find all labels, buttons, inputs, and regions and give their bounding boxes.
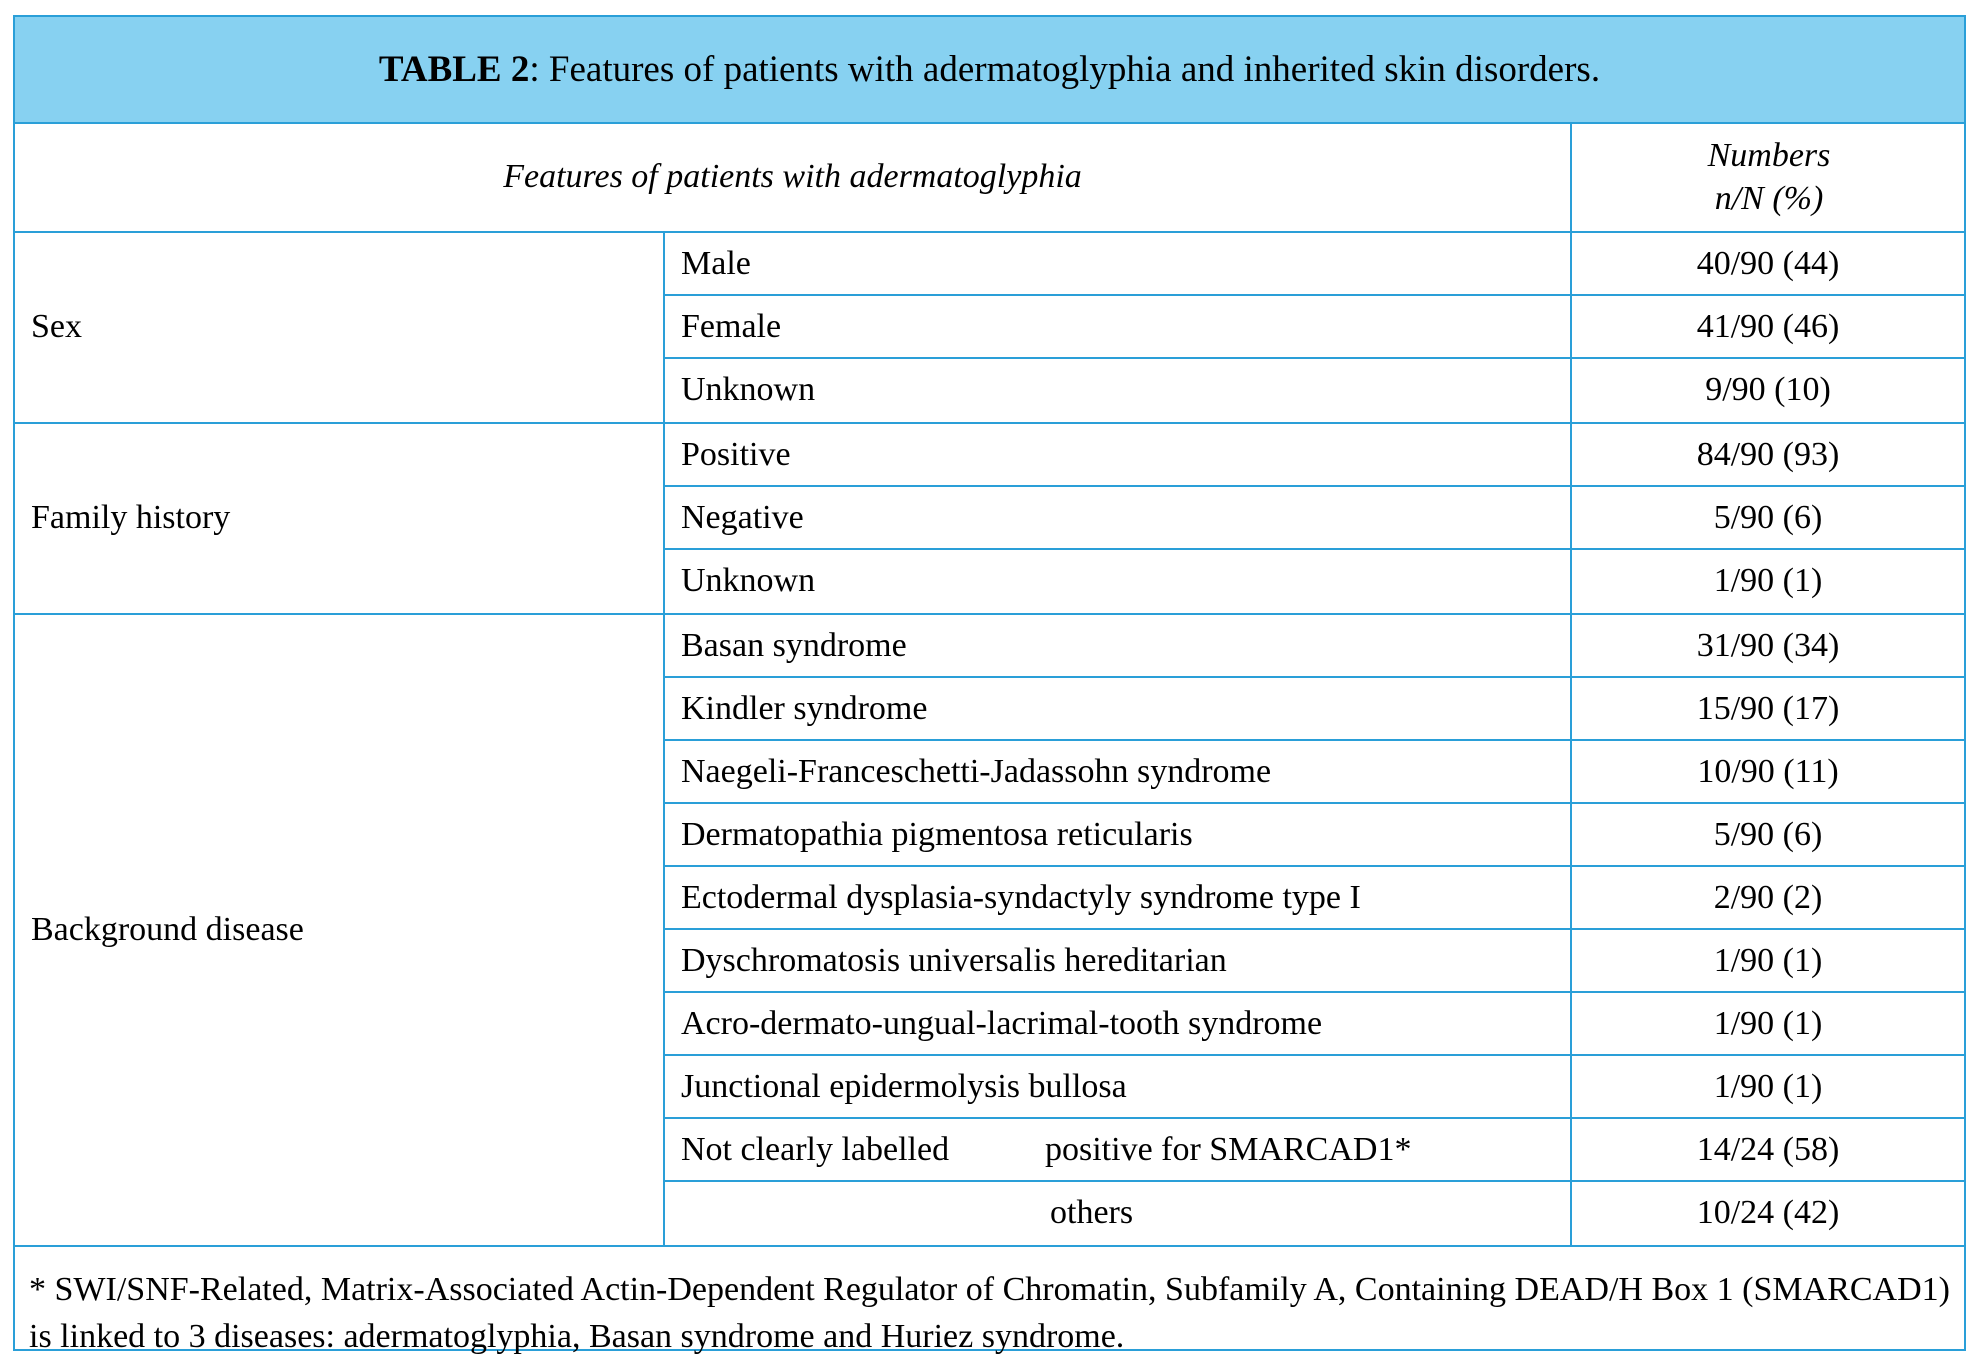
group-label: Family history: [31, 499, 231, 537]
row-feature: Basan syndrome: [681, 627, 907, 665]
group-column-divider: [663, 615, 665, 1245]
row-value: 5/90 (6): [1713, 816, 1823, 854]
numbers-header: [1572, 124, 1966, 231]
row-value: 1/90 (1): [1713, 562, 1823, 600]
row-feature: Naegeli-Franceschetti-Jadassohn syndrome: [681, 753, 1272, 791]
row-feature: Unknown: [681, 562, 816, 600]
group-divider: [15, 1245, 1964, 1247]
table-footnote: * SWI/SNF-Related, Matrix-Associated Actin-Dependent Regulator of Chromatin, Subfamily A, Containing DEAD/H Box 1 (SMARCAD1) is linked to 3 diseases: adermatoglyphia, Basan syndrome and Huriez syndrome.: [29, 1271, 1950, 1355]
header-column-divider: [1570, 122, 1572, 233]
row-value: 5/90 (6): [1713, 499, 1823, 537]
group-label: Background disease: [31, 910, 304, 948]
row-value: 84/90 (93): [1696, 436, 1840, 474]
row-value: 9/90 (10): [1705, 371, 1831, 409]
row-value: 1/90 (1): [1713, 1068, 1823, 1106]
numbers-header-line2: n/N (%): [1714, 179, 1824, 217]
row-feature: Dyschromatosis universalis hereditarian: [681, 942, 1227, 980]
table-title-label: TABLE 2: [378, 49, 530, 90]
row-feature: Kindler syndrome: [681, 690, 928, 728]
features-header: Features of patients with adermatoglyphia: [503, 158, 1082, 196]
subgroup-label: Not clearly labelled: [681, 1131, 950, 1169]
row-value: 14/24 (58): [1696, 1131, 1840, 1169]
row-value: 10/24 (42): [1696, 1194, 1840, 1232]
row-value: 1/90 (1): [1713, 1005, 1823, 1043]
row-value: 15/90 (17): [1696, 690, 1840, 728]
row-value: 1/90 (1): [1713, 942, 1823, 980]
row-feature: Ectodermal dysplasia-syndactyly syndrome type I: [681, 879, 1361, 917]
subgroup-feature: others: [1050, 1194, 1134, 1232]
numbers-header-line1: Numbers: [1707, 137, 1831, 174]
row-value: 31/90 (34): [1696, 627, 1840, 665]
row-value: 40/90 (44): [1696, 245, 1840, 283]
row-feature: Positive: [681, 436, 791, 474]
row-feature: Dermatopathia pigmentosa reticularis: [681, 816, 1193, 854]
group-column-divider: [663, 424, 665, 613]
row-feature: Male: [681, 245, 751, 283]
row-value: 10/90 (11): [1697, 753, 1839, 791]
table-frame: [13, 15, 1966, 1355]
row-value: 41/90 (46): [1696, 308, 1840, 346]
row-feature: Junctional epidermolysis bullosa: [681, 1068, 1127, 1106]
group-column-divider: [663, 233, 665, 422]
row-feature: Negative: [681, 499, 804, 537]
table-title-text: : Features of patients with adermatoglyphia and inherited skin disorders.: [529, 49, 1601, 90]
row-feature: Unknown: [681, 371, 816, 409]
table-title: [15, 17, 1964, 124]
group-label: Sex: [31, 308, 82, 346]
row-feature: Acro-dermato-ungual-lacrimal-tooth syndrome: [681, 1005, 1323, 1043]
row-feature: Female: [681, 308, 782, 346]
subgroup-feature: positive for SMARCAD1*: [1045, 1131, 1412, 1169]
row-value: 2/90 (2): [1713, 879, 1823, 917]
